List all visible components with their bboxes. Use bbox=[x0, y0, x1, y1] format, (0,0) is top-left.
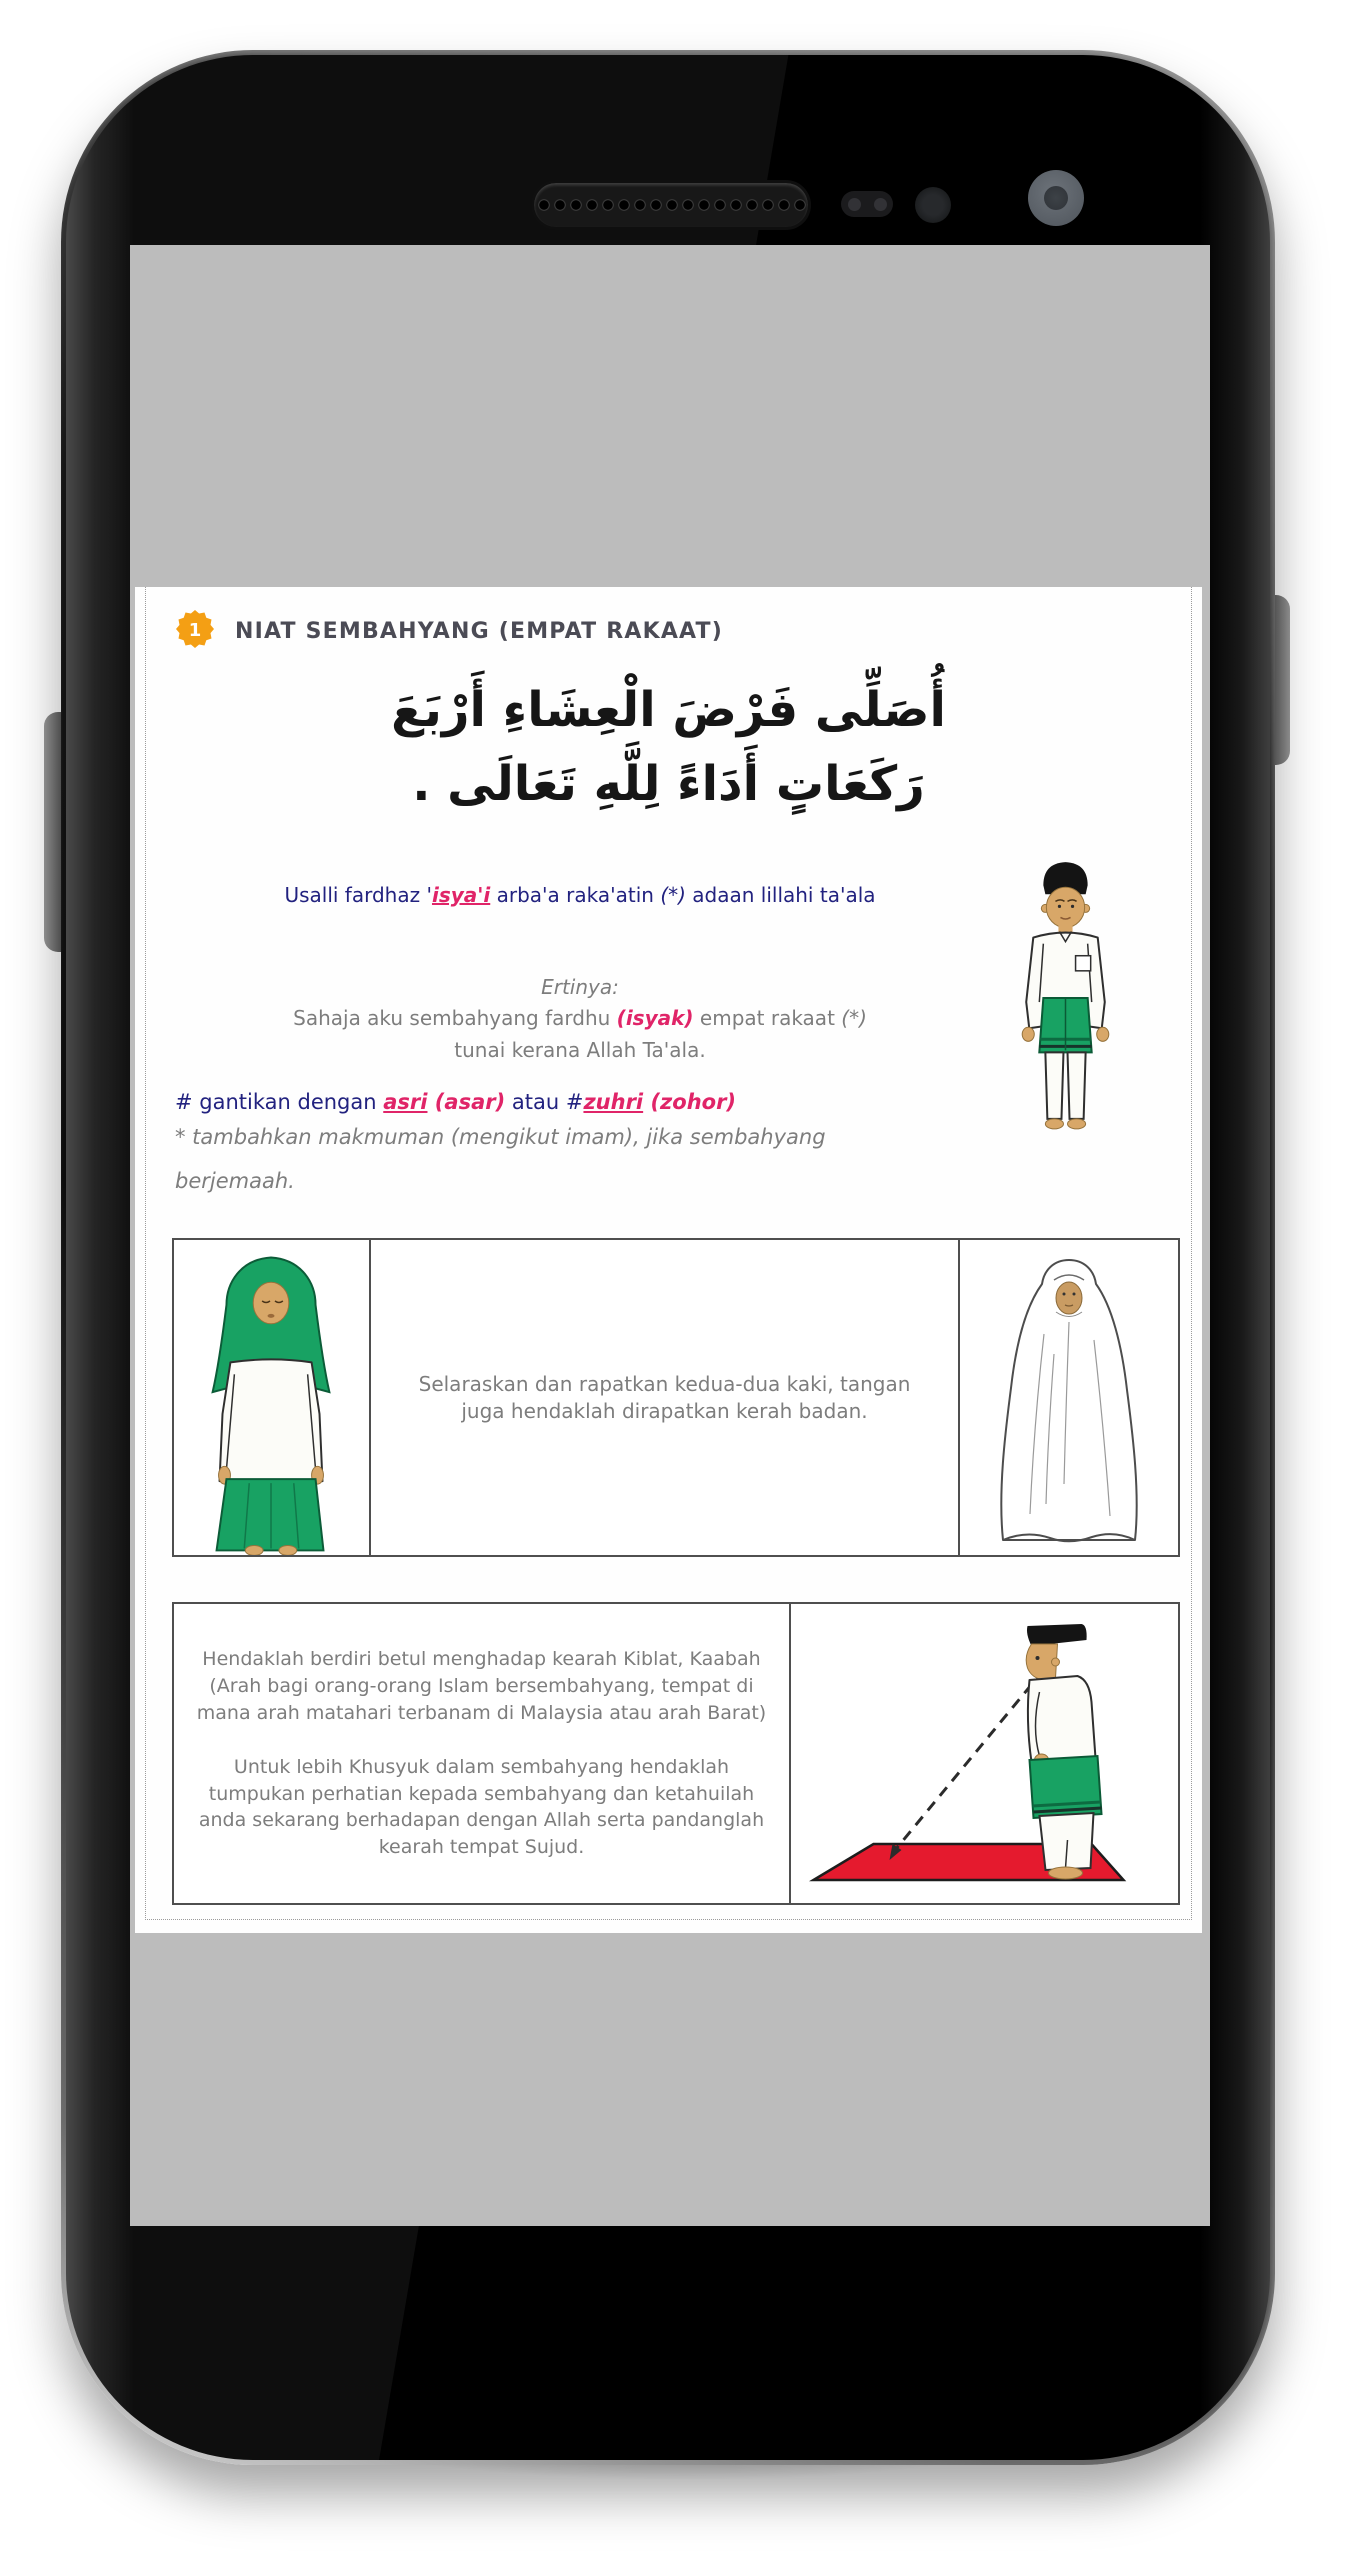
footnote-hash bbox=[175, 1090, 736, 1114]
kiblat-text-cell bbox=[174, 1604, 789, 1903]
sensor-dot-icon bbox=[848, 198, 861, 211]
translit-part-3: adaan lillahi ta'ala bbox=[685, 883, 876, 907]
meaning-part-2: empat rakaat bbox=[693, 1006, 842, 1030]
girl-hijab-icon bbox=[175, 1244, 368, 1555]
kiblat-paragraph-2: Untuk lebih Khusyuk dalam sembahyang hendaklah tumpukan perhatian kepada sembahyang dan ketahuilah anda sekarang berhadapan dengan Allah serta pandanglah kearah tempat Sujud. bbox=[198, 1756, 765, 1858]
kiblat-table bbox=[172, 1602, 1180, 1905]
sensor-dot-icon bbox=[874, 198, 887, 211]
telekung-cell bbox=[958, 1240, 1178, 1555]
footnote-hash-sign: # bbox=[565, 1090, 584, 1114]
page-title: NIAT SEMBAHYANG (EMPAT RAKAAT) bbox=[235, 619, 724, 644]
earpiece-speaker-icon bbox=[534, 183, 808, 227]
meaning-line-2: tunai kerana Allah Ta'ala. bbox=[454, 1038, 706, 1062]
boy-standing-front-illustration bbox=[1003, 851, 1129, 1141]
posture-text-cell bbox=[369, 1240, 958, 1555]
woman-telekung-icon bbox=[972, 1244, 1167, 1555]
asar-emphasis: (asar) bbox=[427, 1090, 506, 1114]
isya-link[interactable]: isya'i bbox=[431, 883, 491, 907]
transliteration-line bbox=[150, 883, 1010, 907]
ambient-sensor-icon bbox=[915, 187, 951, 223]
boy-front-icon bbox=[1003, 851, 1129, 1141]
phone-body bbox=[66, 55, 1270, 2460]
arabic-line-2: رَكَعَاتٍ أَدَاءً لِلَّهِ تَعَالَى . bbox=[412, 756, 925, 813]
proximity-sensor-icon bbox=[841, 191, 893, 217]
meaning-line-1 bbox=[150, 1006, 1010, 1030]
content-panel bbox=[135, 587, 1202, 1933]
translit-part-2: arba'a raka'atin bbox=[490, 883, 661, 907]
isyak-emphasis: (isyak) bbox=[616, 1006, 694, 1030]
posture-instruction: Selaraskan dan rapatkan kedua-dua kaki, tangan juga hendaklah dirapatkan kerah badan. bbox=[418, 1371, 911, 1423]
asri-link[interactable]: asri bbox=[383, 1090, 428, 1114]
footnote-star-line-1: * tambahkan makmuman (mengikut imam), jika sembahyang bbox=[175, 1125, 826, 1149]
boy-gazing-mat-icon bbox=[793, 1610, 1176, 1903]
phone-screen bbox=[130, 245, 1210, 2226]
meaning-star-note: (*) bbox=[841, 1006, 867, 1030]
meaning-label: Ertinya: bbox=[541, 975, 619, 999]
footnote-hash-part-1: # gantikan dengan bbox=[175, 1090, 384, 1114]
kiblat-paragraph-1: Hendaklah berdiri betul menghadap kearah Kiblat, Kaabah (Arah bagi orang-orang Islam bersembahyang, tempat di mana arah matahari terbanam di Malaysia atau arah Barat) bbox=[196, 1648, 767, 1724]
girl-standing-cell bbox=[174, 1240, 369, 1555]
footnote-star-line-2: berjemaah. bbox=[175, 1169, 295, 1193]
footnote-hash-part-2: atau bbox=[505, 1090, 566, 1114]
phone-frame bbox=[61, 50, 1275, 2465]
camera-lens-icon bbox=[1044, 186, 1068, 210]
front-camera-icon bbox=[1028, 170, 1084, 226]
zuhri-link[interactable]: zuhri bbox=[583, 1090, 644, 1114]
arabic-niat-text bbox=[135, 673, 1202, 822]
meaning-part-1: Sahaja aku sembahyang fardhu bbox=[293, 1006, 617, 1030]
gaze-illustration-cell bbox=[789, 1604, 1178, 1903]
posture-table-1 bbox=[172, 1238, 1180, 1557]
translit-part-1: Usalli fardhaz ' bbox=[284, 883, 432, 907]
zohor-emphasis: (zohor) bbox=[643, 1090, 737, 1114]
translit-star-note: (*) bbox=[660, 883, 686, 907]
arabic-line-1: أُصَلِّى فَرْضَ الْعِشَاءِ أَرْبَعَ bbox=[391, 682, 946, 738]
section-number-badge bbox=[175, 609, 215, 649]
section-number: 1 bbox=[188, 620, 202, 641]
